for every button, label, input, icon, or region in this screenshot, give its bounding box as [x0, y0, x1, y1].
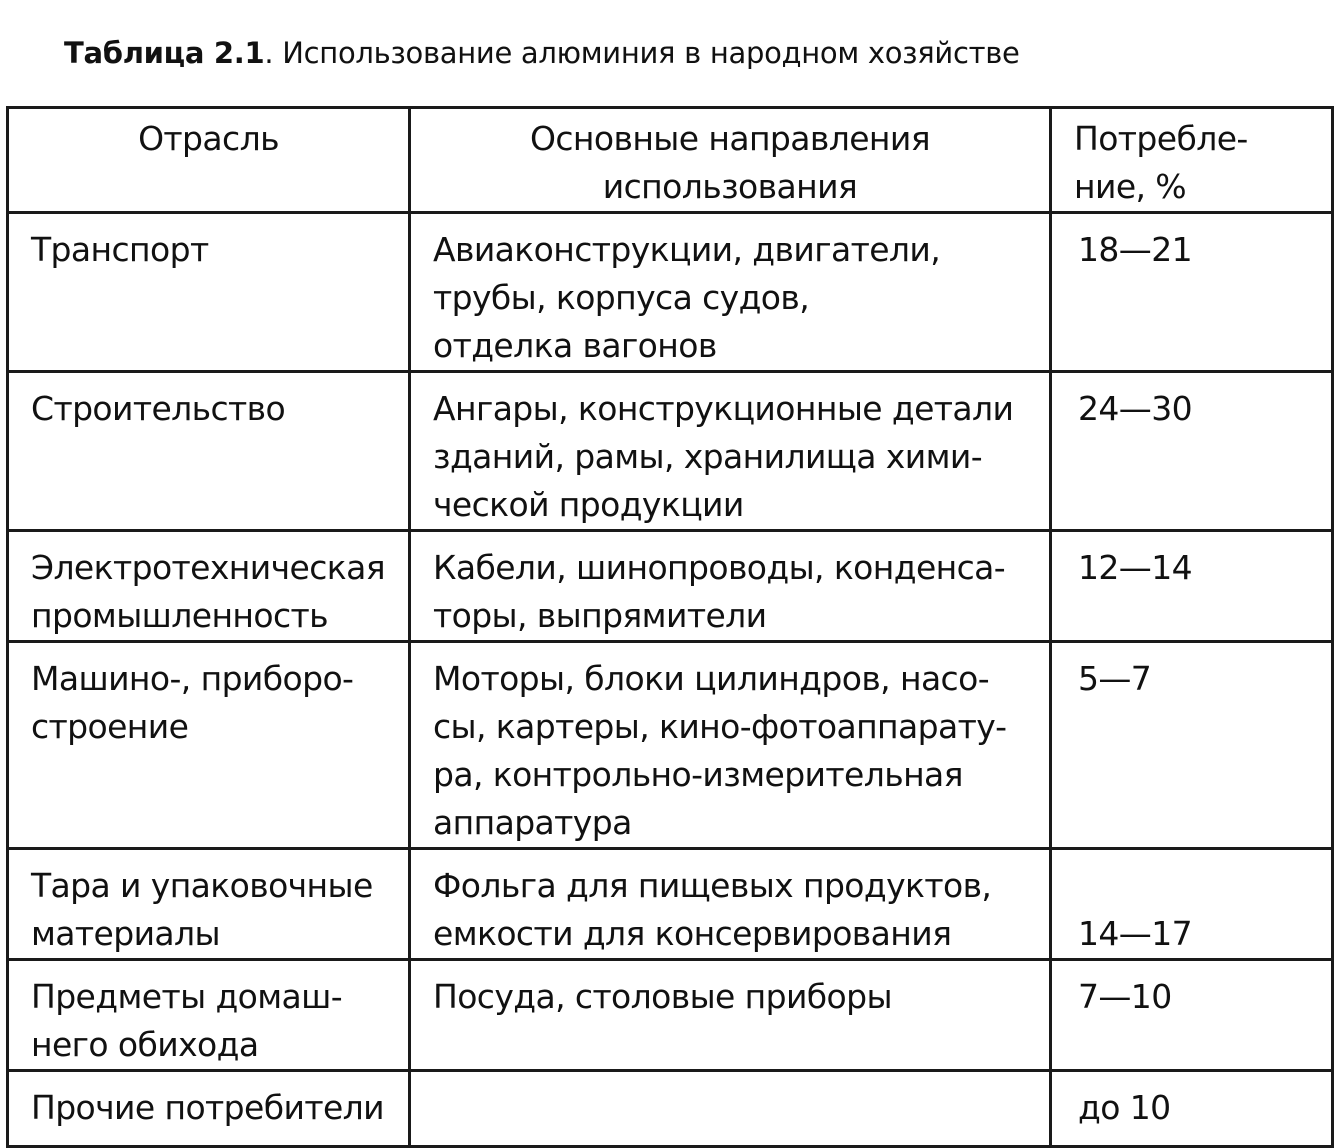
header-consumption: [1051, 108, 1333, 213]
consumption-cell: [1051, 1071, 1333, 1147]
directions-text: отделка вагонов: [433, 326, 717, 365]
industry-text: строение: [31, 707, 189, 746]
industry-cell: [8, 642, 410, 849]
header-row: [8, 108, 1333, 213]
consumption-value: 18—21: [1078, 230, 1192, 269]
header-industry-label: Отрасль: [138, 119, 279, 158]
table-row: [8, 531, 1333, 642]
consumption-cell: [1051, 849, 1333, 960]
table-caption: [64, 36, 1020, 70]
directions-text: Кабели, шинопроводы, конденса-: [433, 548, 1006, 587]
directions-text: трубы, корпуса судов,: [433, 278, 810, 317]
header-directions-line: Основные направления: [529, 119, 931, 158]
industry-text: Электротехническая: [31, 548, 385, 587]
directions-text: Моторы, блоки цилиндров, насо-: [433, 659, 990, 698]
directions-text: Авиаконструкции, двигатели,: [433, 230, 941, 269]
directions-cell: [410, 1071, 1051, 1147]
consumption-cell: [1051, 960, 1333, 1071]
industry-text: Транспорт: [31, 230, 209, 269]
table-row: [8, 849, 1333, 960]
table-row: [8, 1071, 1333, 1147]
table-row: [8, 642, 1333, 849]
aluminium-usage-table: [6, 106, 1334, 1148]
consumption-value: 24—30: [1078, 389, 1192, 428]
header-directions: [410, 108, 1051, 213]
directions-text: ра, контрольно-измерительная: [433, 755, 963, 794]
directions-cell: [410, 531, 1051, 642]
header-consumption-line: ние, %: [1074, 167, 1187, 206]
consumption-cell: [1051, 531, 1333, 642]
directions-cell: [410, 372, 1051, 531]
industry-cell: [8, 531, 410, 642]
consumption-value: 7—10: [1078, 977, 1172, 1016]
consumption-value: 5—7: [1078, 659, 1152, 698]
industry-text: Строительство: [31, 389, 286, 428]
caption-title: . Использование алюминия в народном хозяйстве: [264, 36, 1020, 70]
industry-cell: [8, 213, 410, 372]
directions-text: Ангары, конструкционные детали: [433, 389, 1014, 428]
industry-cell: [8, 1071, 410, 1147]
directions-text: сы, картеры, кино-фотоаппарату-: [433, 707, 1007, 746]
directions-text: зданий, рамы, хранилища хими-: [433, 437, 983, 476]
header-directions-line: использования: [602, 167, 858, 206]
consumption-value: до 10: [1078, 1088, 1171, 1127]
directions-text: емкости для консервирования: [433, 914, 952, 953]
table-row: [8, 213, 1333, 372]
directions-cell: [410, 960, 1051, 1071]
directions-text: Посуда, столовые приборы: [433, 977, 892, 1016]
consumption-cell: [1051, 213, 1333, 372]
directions-cell: [410, 642, 1051, 849]
header-consumption-line: Потребле-: [1074, 119, 1248, 158]
directions-text: ческой продукции: [433, 485, 744, 524]
industry-text: Машино-, приборо-: [31, 659, 354, 698]
industry-text: Предметы домаш-: [31, 977, 343, 1016]
directions-text: торы, выпрямители: [433, 596, 767, 635]
industry-cell: [8, 372, 410, 531]
directions-cell: [410, 213, 1051, 372]
table-row: [8, 372, 1333, 531]
consumption-cell: [1051, 372, 1333, 531]
consumption-value: 12—14: [1078, 548, 1192, 587]
industry-cell: [8, 960, 410, 1071]
directions-text: аппаратура: [433, 803, 632, 842]
industry-cell: [8, 849, 410, 960]
consumption-value: 14—17: [1078, 914, 1192, 953]
industry-text: промышленность: [31, 596, 329, 635]
industry-text: него обихода: [31, 1025, 259, 1064]
directions-text: Фольга для пищевых продуктов,: [433, 866, 992, 905]
caption-number: Таблица 2.1: [64, 36, 265, 70]
header-industry: [8, 108, 410, 213]
table-row: [8, 960, 1333, 1071]
industry-text: Тара и упаковочные: [31, 866, 373, 905]
consumption-cell: [1051, 642, 1333, 849]
industry-text: материалы: [31, 914, 221, 953]
directions-cell: [410, 849, 1051, 960]
industry-text: Прочие потребители: [31, 1088, 384, 1127]
